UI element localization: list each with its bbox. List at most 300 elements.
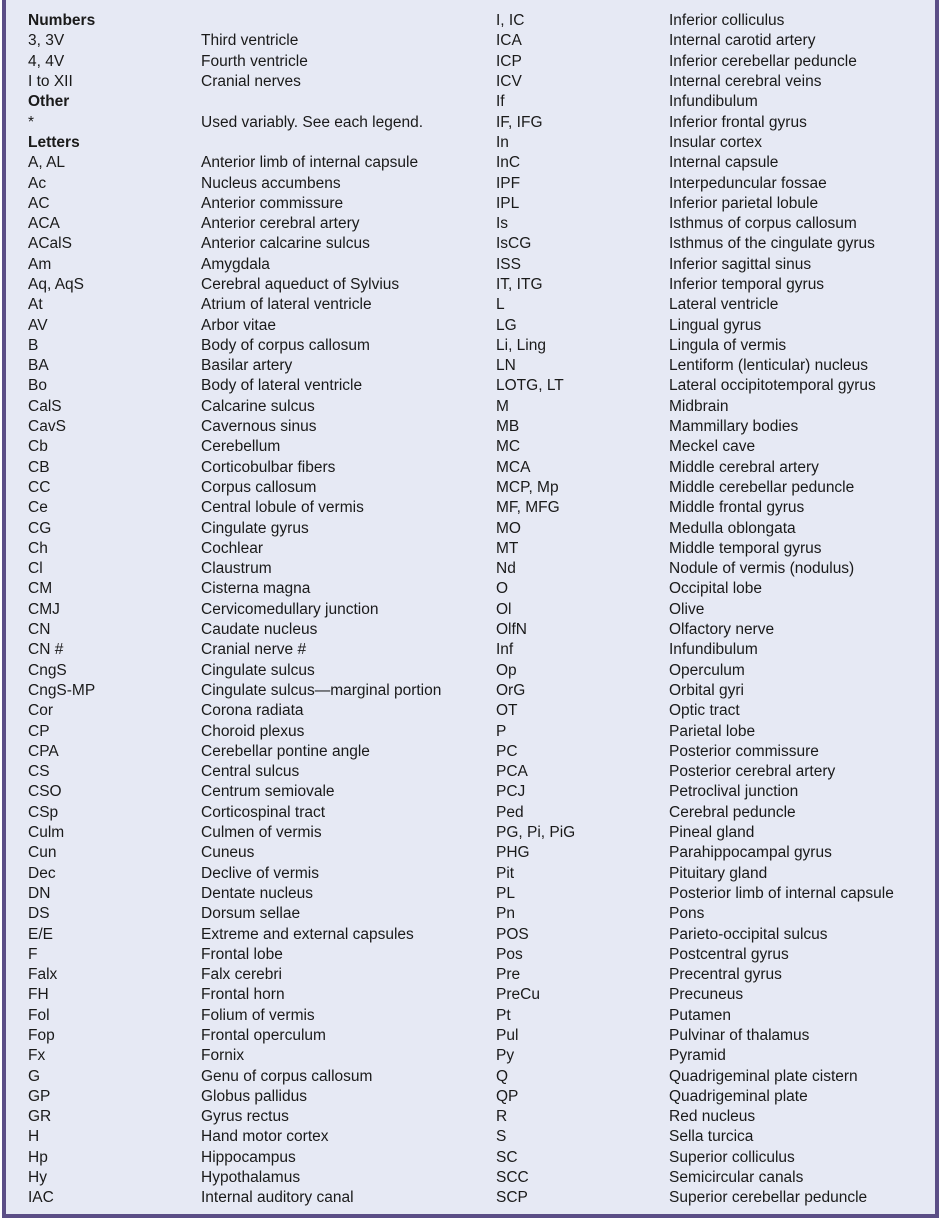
definition: Parietal lobe [669, 722, 756, 740]
abbreviation: CavS [28, 418, 66, 436]
definition: Cervicomedullary junction [201, 600, 379, 618]
legend-row [496, 498, 936, 518]
abbreviation: S [496, 1128, 507, 1146]
legend-row [28, 620, 478, 640]
abbreviation: GP [28, 1087, 51, 1105]
definition: Inferior parietal lobule [669, 194, 819, 212]
definition: Inferior temporal gyrus [669, 276, 825, 293]
legend-row [496, 924, 936, 944]
legend-row [28, 417, 478, 437]
abbreviation: AC [28, 194, 50, 212]
legend-row [496, 579, 936, 599]
legend-row [28, 1168, 478, 1188]
definition: Medulla oblongata [669, 519, 796, 537]
definition: Cochlear [201, 539, 264, 557]
definition: Frontal operculum [201, 1026, 326, 1044]
section-heading [28, 11, 478, 31]
abbreviation: O [496, 580, 509, 598]
definition: Occipital lobe [669, 580, 763, 598]
definition: Lentiform (lenticular) nucleus [669, 357, 869, 375]
definition: Midbrain [669, 397, 729, 415]
abbreviation: DS [28, 905, 50, 923]
legend-row [496, 173, 936, 193]
abbreviation: R [496, 1108, 508, 1126]
abbreviation: CSO [28, 783, 62, 801]
legend-row [28, 1148, 478, 1168]
definition: Red nucleus [669, 1108, 756, 1126]
definition: Fourth ventricle [201, 52, 308, 70]
legend-row [496, 356, 936, 376]
legend-row [28, 904, 478, 924]
definition: Body of corpus callosum [201, 336, 370, 354]
definition: Folium of vermis [201, 1006, 315, 1024]
section-heading [28, 133, 478, 153]
abbreviation: Li, Ling [496, 336, 546, 354]
legend-row [28, 803, 478, 823]
legend-row [496, 397, 936, 417]
abbreviation: Dec [28, 864, 56, 882]
definition: Anterior cerebral artery [201, 215, 360, 233]
definition: Gyrus rectus [201, 1108, 289, 1126]
abbreviation: Q [496, 1067, 509, 1085]
definition: Internal carotid artery [669, 32, 816, 50]
legend-row [28, 518, 478, 538]
abbreviation: ACalS [28, 235, 72, 253]
legend-row [496, 458, 936, 478]
legend-row [496, 1168, 936, 1188]
abbreviation-legend-panel [2, 0, 939, 1218]
abbreviation: M [496, 397, 509, 415]
definition: Pineal gland [669, 824, 755, 842]
definition: Hand motor cortex [201, 1128, 329, 1146]
abbreviation: IT, ITG [496, 276, 543, 293]
abbreviation: IAC [28, 1189, 54, 1207]
abbreviation: Cb [28, 438, 48, 456]
abbreviation: At [28, 296, 43, 314]
definition: Internal auditory canal [201, 1189, 354, 1207]
left-column [28, 11, 478, 1209]
definition: Precuneus [669, 986, 744, 1004]
legend-row [496, 742, 936, 762]
definition: Cingulate gyrus [201, 519, 309, 537]
legend-row [496, 72, 936, 92]
definition: Genu of corpus callosum [201, 1067, 373, 1085]
abbreviation: Ch [28, 539, 48, 557]
definition: Quadrigeminal plate [669, 1087, 808, 1105]
abbreviation: Pos [496, 945, 523, 963]
legend-row [496, 661, 936, 681]
legend-row [496, 112, 936, 132]
abbreviation: SCC [496, 1169, 529, 1187]
legend-row [28, 1127, 478, 1147]
legend-row [496, 518, 936, 538]
definition: Postcentral gyrus [669, 945, 789, 963]
legend-row [28, 640, 478, 660]
legend-row [496, 336, 936, 356]
definition: Atrium of lateral ventricle [201, 296, 372, 314]
definition: Cingulate sulcus [201, 661, 315, 679]
abbreviation: PCA [496, 763, 528, 781]
abbreviation: Pit [496, 864, 515, 882]
abbreviation: 4, 4V [28, 52, 65, 70]
legend-row [28, 112, 478, 132]
definition: Optic tract [669, 702, 740, 720]
definition: Cerebral peduncle [669, 803, 796, 821]
legend-row [28, 255, 478, 275]
definition: Insular cortex [669, 133, 763, 151]
definition: Hypothalamus [201, 1169, 301, 1187]
legend-row [28, 701, 478, 721]
legend-row [496, 214, 936, 234]
definition: Anterior calcarine sulcus [201, 235, 370, 253]
legend-row [28, 579, 478, 599]
definition: Lateral occipitotemporal gyrus [669, 377, 876, 395]
abbreviation: FH [28, 986, 49, 1004]
legend-row [28, 600, 478, 620]
abbreviation: Cun [28, 844, 57, 862]
legend-row [496, 1087, 936, 1107]
definition: Middle temporal gyrus [669, 539, 822, 557]
section-heading-label: Numbers [28, 12, 96, 30]
definition: Anterior limb of internal capsule [201, 154, 419, 172]
abbreviation: CG [28, 519, 52, 537]
definition: Infundibulum [669, 641, 758, 659]
abbreviation: A, AL [28, 154, 66, 172]
definition: Mammillary bodies [669, 418, 799, 436]
definition: Central sulcus [201, 763, 300, 781]
definition: Pons [669, 905, 705, 923]
legend-row [28, 397, 478, 417]
abbreviation: CN [28, 621, 51, 639]
legend-row [496, 782, 936, 802]
legend-row [28, 661, 478, 681]
definition: Olive [669, 600, 705, 618]
legend-row [496, 945, 936, 965]
legend-row [496, 884, 936, 904]
legend-row [496, 539, 936, 559]
abbreviation: MCA [496, 458, 531, 476]
abbreviation: Pul [496, 1026, 519, 1044]
definition: Inferior sagittal sinus [669, 255, 812, 273]
legend-row [28, 1026, 478, 1046]
definition: Body of lateral ventricle [201, 377, 363, 395]
definition: Third ventricle [201, 32, 299, 50]
definition: Cerebellar pontine angle [201, 742, 370, 760]
legend-row [28, 721, 478, 741]
abbreviation: IF, IFG [496, 113, 543, 131]
legend-row [28, 863, 478, 883]
legend-row [496, 275, 936, 295]
legend-row [496, 133, 936, 153]
abbreviation: I to XII [28, 73, 73, 91]
definition: Falx cerebri [201, 966, 282, 984]
definition: Lateral ventricle [669, 296, 779, 314]
legend-row [28, 823, 478, 843]
definition: Internal cerebral veins [669, 73, 822, 91]
legend-row [496, 965, 936, 985]
definition: Interpeduncular fossae [669, 174, 827, 192]
legend-row [496, 904, 936, 924]
abbreviation: MO [496, 519, 521, 537]
abbreviation: MCP, Mp [496, 478, 559, 496]
definition: Dentate nucleus [201, 884, 314, 902]
abbreviation: InC [496, 154, 521, 172]
definition: Corticospinal tract [201, 803, 326, 821]
abbreviation: CP [28, 722, 50, 740]
abbreviation: Ce [28, 499, 48, 517]
legend-row [496, 721, 936, 741]
definition: Orbital gyri [669, 681, 744, 699]
abbreviation: Am [28, 255, 52, 273]
abbreviation: Bo [28, 377, 47, 395]
abbreviation: IPF [496, 174, 521, 192]
definition: Posterior commissure [669, 742, 819, 760]
definition: Frontal lobe [201, 945, 283, 963]
abbreviation: MC [496, 438, 521, 456]
abbreviation: DN [28, 884, 51, 902]
definition: Inferior cerebellar peduncle [669, 52, 857, 70]
abbreviation: PC [496, 742, 518, 760]
legend-row [28, 742, 478, 762]
legend-row [28, 336, 478, 356]
abbreviation: QP [496, 1087, 519, 1105]
definition: Calcarine sulcus [201, 397, 315, 415]
definition: Lingual gyrus [669, 316, 762, 334]
abbreviation: E/E [28, 925, 53, 943]
abbreviation: Cl [28, 560, 43, 578]
legend-row [28, 234, 478, 254]
legend-row [496, 31, 936, 51]
definition: Corona radiata [201, 702, 304, 720]
abbreviation: Ol [496, 600, 512, 618]
definition: Middle cerebellar peduncle [669, 478, 855, 496]
abbreviation: ISS [496, 255, 521, 273]
abbreviation: POS [496, 925, 529, 943]
legend-row [28, 72, 478, 92]
legend-row [28, 295, 478, 315]
abbreviation: CN # [28, 641, 64, 659]
legend-row [28, 1107, 478, 1127]
abbreviation: CPA [28, 742, 59, 760]
legend-row [28, 194, 478, 214]
legend-row [496, 843, 936, 863]
abbreviation: CngS [28, 661, 67, 679]
definition: Parahippocampal gyrus [669, 844, 832, 862]
abbreviation: Cor [28, 702, 53, 720]
definition: Superior colliculus [669, 1148, 795, 1166]
definition: Extreme and external capsules [201, 925, 414, 943]
abbreviation: L [496, 296, 505, 314]
legend-row [28, 762, 478, 782]
abbreviation: BA [28, 357, 49, 375]
definition: Choroid plexus [201, 722, 305, 740]
abbreviation: I, IC [496, 12, 525, 30]
abbreviation: CalS [28, 397, 62, 415]
definition: Cisterna magna [201, 580, 311, 598]
legend-row [28, 31, 478, 51]
abbreviation: Op [496, 661, 517, 679]
abbreviation: PreCu [496, 986, 540, 1004]
definition: Frontal horn [201, 986, 285, 1004]
legend-row [28, 539, 478, 559]
legend-row [496, 823, 936, 843]
abbreviation: Is [496, 215, 509, 233]
legend-row [496, 376, 936, 396]
definition: Petroclival junction [669, 783, 799, 801]
legend-row [28, 173, 478, 193]
definition: Caudate nucleus [201, 621, 318, 639]
legend-row [496, 1188, 936, 1208]
abbreviation: Inf [496, 641, 514, 659]
definition: Nucleus accumbens [201, 174, 341, 192]
section-heading-label: Letters [28, 133, 80, 151]
abbreviation: IPL [496, 194, 520, 212]
definition: Central lobule of vermis [201, 499, 364, 517]
definition: Corpus callosum [201, 478, 317, 496]
abbreviation: CB [28, 458, 50, 476]
abbreviation: F [28, 945, 38, 963]
definition: Pulvinar of thalamus [669, 1026, 810, 1044]
abbreviation: OT [496, 702, 518, 720]
abbreviation: LOTG, LT [496, 377, 564, 395]
legend-row [28, 965, 478, 985]
abbreviation: CC [28, 478, 51, 496]
definition: Parieto-occipital sulcus [669, 925, 828, 943]
abbreviation: OrG [496, 681, 526, 699]
definition: Operculum [669, 661, 745, 679]
legend-row [496, 803, 936, 823]
abbreviation: PHG [496, 844, 530, 862]
legend-row [496, 863, 936, 883]
legend-row [496, 153, 936, 173]
abbreviation: AV [28, 316, 48, 334]
definition: Pyramid [669, 1047, 726, 1065]
abbreviation: LG [496, 316, 517, 334]
legend-row [496, 640, 936, 660]
definition: Culmen of vermis [201, 824, 322, 842]
definition: Globus pallidus [201, 1087, 307, 1105]
legend-row [28, 1188, 478, 1208]
abbreviation: PL [496, 884, 515, 902]
abbreviation: IsCG [496, 235, 532, 253]
abbreviation: ACA [28, 215, 60, 233]
definition: Anterior commissure [201, 194, 344, 212]
section-heading-label: Other [28, 93, 70, 111]
abbreviation: Pt [496, 1006, 511, 1024]
legend-row [28, 884, 478, 904]
legend-row [28, 681, 478, 701]
definition: Posterior cerebral artery [669, 763, 836, 781]
definition: Inferior colliculus [669, 12, 785, 30]
abbreviation: CM [28, 580, 53, 598]
section-heading [28, 92, 478, 112]
definition: Used variably. See each legend. [201, 113, 424, 131]
legend-row [28, 924, 478, 944]
abbreviation: GR [28, 1108, 52, 1126]
legend-row [496, 701, 936, 721]
abbreviation: If [496, 93, 505, 111]
definition: Meckel cave [669, 438, 756, 456]
abbreviation: PG, Pi, PiG [496, 824, 576, 842]
legend-row [496, 234, 936, 254]
abbreviation: MF, MFG [496, 499, 560, 517]
legend-row [496, 681, 936, 701]
abbreviation: 3, 3V [28, 32, 65, 50]
legend-row [28, 153, 478, 173]
legend-row [28, 1006, 478, 1026]
definition: Cerebral aqueduct of Sylvius [201, 276, 400, 293]
definition: Precentral gyrus [669, 966, 782, 984]
definition: Semicircular canals [669, 1169, 804, 1187]
definition: Quadrigeminal plate cistern [669, 1067, 858, 1085]
legend-row [496, 762, 936, 782]
abbreviation: ICA [496, 32, 522, 50]
abbreviation: ICV [496, 73, 522, 91]
definition: Cranial nerve # [201, 641, 307, 659]
definition: Sella turcica [669, 1128, 754, 1146]
legend-row [496, 194, 936, 214]
abbreviation: CngS-MP [28, 681, 96, 699]
definition: Arbor vitae [201, 316, 276, 334]
definition: Inferior frontal gyrus [669, 113, 807, 131]
abbreviation: MB [496, 418, 520, 436]
legend-row [496, 1127, 936, 1147]
legend-row [496, 1046, 936, 1066]
legend-row [28, 782, 478, 802]
definition: Corticobulbar fibers [201, 458, 336, 476]
legend-row [28, 1046, 478, 1066]
legend-row [28, 843, 478, 863]
definition: Superior cerebellar peduncle [669, 1189, 868, 1207]
abbreviation: Ac [28, 174, 47, 192]
definition: Olfactory nerve [669, 621, 775, 639]
definition: Middle cerebral artery [669, 458, 819, 476]
legend-row [496, 1107, 936, 1127]
legend-row [28, 498, 478, 518]
abbreviation: CS [28, 763, 50, 781]
legend-row [496, 478, 936, 498]
abbreviation: Fop [28, 1026, 55, 1044]
abbreviation: SCP [496, 1189, 528, 1207]
legend-row [496, 600, 936, 620]
legend-row [28, 559, 478, 579]
definition: Infundibulum [669, 93, 758, 111]
legend-row [28, 52, 478, 72]
definition: Amygdala [201, 255, 270, 273]
legend-row [496, 559, 936, 579]
abbreviation: PCJ [496, 783, 526, 801]
legend-row [28, 945, 478, 965]
definition: Isthmus of the cingulate gyrus [669, 235, 875, 253]
legend-row [28, 437, 478, 457]
legend-row [496, 620, 936, 640]
abbreviation: B [28, 336, 39, 354]
abbreviation: SC [496, 1148, 518, 1166]
legend-row [496, 1148, 936, 1168]
abbreviation: Ped [496, 803, 524, 821]
definition: Dorsum sellae [201, 905, 301, 923]
definition: Pituitary gland [669, 864, 768, 882]
abbreviation: G [28, 1067, 41, 1085]
legend-row [28, 275, 478, 295]
abbreviation: P [496, 722, 507, 740]
legend-row [496, 1066, 936, 1086]
abbreviation: OlfN [496, 621, 527, 639]
abbreviation: Pre [496, 966, 521, 984]
abbreviation: Hp [28, 1148, 48, 1166]
definition: Cerebellum [201, 438, 281, 456]
abbreviation: Culm [28, 824, 65, 842]
